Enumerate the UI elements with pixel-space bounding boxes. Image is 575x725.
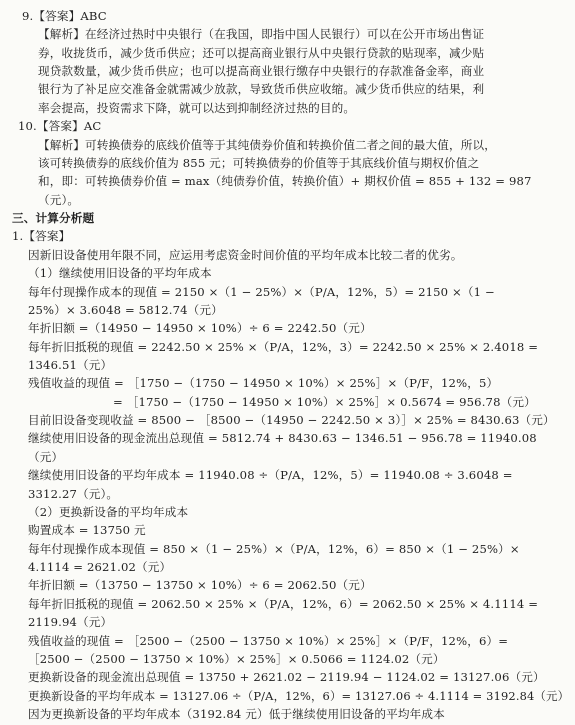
analysis-9-line-3: 现贷款数量，减少货币供应；也可以提高商业银行缴存中央银行的存款准备金率，商业 [38,64,485,79]
analysis-9-line-2: 券，收拢货币，减少货币供应；还可以提高商业银行从中央银行贷款的贴现率，减少贴 [38,45,485,60]
calc-line: （元） [28,449,64,464]
calc-line: 残值收益的现值 = ［2500 −（2500 − 13750 × 10%）× 25%］×（P/F，12%，6）= [28,633,509,648]
calc-line: 继续使用旧设备的现金流出总现值 = 5812.74 + 8430.63 − 1346.51 − 956.78 = 11940.08 [28,431,537,446]
calc-line: 每年付现操作成本现值 = 850 ×（1 − 25%）×（P/A，12%，6）= 850 ×（1 − 25%）× [28,541,520,556]
calc-line: 1346.51（元） [28,358,113,372]
analysis-9-line-5: 率会提高，投资需求下降，就可以达到抑制经济过热的目的。 [38,100,356,115]
answer-10-heading: 10.【答案】AC [18,119,102,134]
calc-line: 2119.94（元） [28,615,113,630]
calc-line: 购置成本 = 13750 元 [28,523,146,538]
calc-line: 每年折旧抵税的现值 = 2242.50 × 25% ×（P/A，12%，3）= 2242.50 × 25% × 2.4018 = [28,339,539,354]
answer-1-heading: 1.【答案】 [12,229,71,244]
calc-line: 每年折旧抵税的现值 = 2062.50 × 25% ×（P/A，12%，6）= 2062.50 × 25% × 4.1114 = [28,596,539,611]
calc-line: 残值收益的现值 = ［1750 −（1750 − 14950 × 10%）× 25%］×（P/F，12%，5） [28,376,499,391]
analysis-10-line-2: 该可转换债券的底线价值为 855 元；可转换债券的价值等于其底线价值与期权价值之 [38,155,480,170]
conclusion-line: 因为更换新设备的平均年成本（3192.84 元）低于继续使用旧设备的平均年成本 [28,707,445,721]
calc-line: 年折旧额 =（14950 − 14950 × 10%）÷ 6 = 2242.50（元） [28,321,372,336]
calc-line: 4.1114 = 2621.02（元） [28,560,172,575]
calc-line: 25%）× 3.6048 = 5812.74（元） [28,302,223,317]
analysis-9-line-4: 银行为了补足应交准备金就需减少放款，导致货币供应收缩。减少货币供应的结果，利 [38,82,485,97]
calc-line: 年折旧额 =（13750 − 13750 × 10%）÷ 6 = 2062.50（元） [28,578,372,593]
calc-line: 更换新设备的平均年成本 = 13127.06 ÷（P/A，12%，6）= 13127.06 ÷ 4.1114 = 3192.84（元） [28,688,570,703]
subheading-old-equipment: （1）继续使用旧设备的平均年成本 [28,266,212,281]
calc-line: ［2500 −（2500 − 13750 × 10%）× 25%］× 0.5066 = 1124.02（元） [28,651,445,666]
analysis-10-line-1: 【解析】可转换债券的底线价值等于其纯债券价值和转换价值二者之间的最大值，所以， [38,137,497,152]
analysis-9-line-1: 【解析】在经济过热时中央银行（在我国，即指中国人民银行）可以在公开市场出售证 [38,27,485,42]
answer-9-heading: 9.【答案】ABC [22,9,107,23]
calc-line: 继续使用旧设备的平均年成本 = 11940.08 ÷（P/A，12%，5）= 11940.08 ÷ 3.6048 = [28,468,513,483]
intro-line: 因新旧设备使用年限不同，应运用考虑资金时间价值的平均年成本比较二者的优劣。 [28,247,463,262]
calc-line: 每年付现操作成本的现值 = 2150 ×（1 − 25%）×（P/A，12%，5）= 2150 ×（1 − [28,284,495,299]
calc-line: 更换新设备的现金流出总现值 = 13750 + 2621.02 − 2119.94 − 1124.02 = 13127.06（元） [28,670,545,685]
calc-line: = ［1750 −（1750 − 14950 × 10%）× 25%］× 0.5674 = 956.78（元） [113,394,536,409]
calc-line: 3312.27（元）。 [28,486,119,501]
calc-line: 目前旧设备变现收益 = 8500 − ［8500 −（14950 − 2242.50 × 3）］× 25% = 8430.63（元） [28,413,555,428]
analysis-10-line-3: 和，即：可转换债券价值 = max（纯债券价值，转换价值）+ 期权价值 = 855 + 132 = 987 [38,174,532,189]
section-heading: 三、计算分析题 [12,211,95,226]
analysis-10-line-4: （元）。 [38,192,80,207]
subheading-new-equipment: （2）更换新设备的平均年成本 [28,504,189,519]
